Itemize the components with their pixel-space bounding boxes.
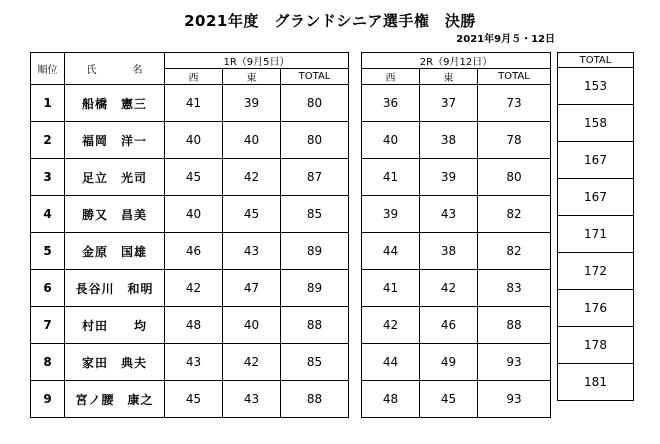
round2-east-score: 46 [420,307,478,344]
round2-total-score: 83 [478,270,551,307]
round2-total-score: 80 [478,159,551,196]
table-row [558,290,634,327]
table-row [362,307,551,344]
table-row [31,159,349,196]
round2-total-score: 73 [478,85,551,122]
table-row [558,253,634,290]
rank-cell: 8 [31,344,65,381]
round1-east-score: 40 [223,122,281,159]
player-name: 宮ノ腰 康之 [65,381,165,418]
grand-total-score: 153 [558,68,634,105]
round1-east-score: 42 [223,344,281,381]
round1-east-header: 東 [223,69,281,85]
round2-total-score: 88 [478,307,551,344]
round1-east-score: 39 [223,85,281,122]
round1-total-score: 80 [281,85,349,122]
table-row [31,85,349,122]
table-row [362,344,551,381]
event-dates: 2021年9月５・12日 [456,34,555,45]
table-row [362,270,551,307]
round2-east-score: 43 [420,196,478,233]
table-row [31,381,349,418]
table-row [31,344,349,381]
results-table-round1 [30,52,349,418]
grand-total-score: 181 [558,364,634,401]
table-row [558,142,634,179]
table-row [558,327,634,364]
grand-total-header: TOTAL [558,53,634,68]
table-row [362,159,551,196]
round1-east-score: 45 [223,196,281,233]
rank-header: 順位 [31,53,65,85]
player-name: 船橋 憲三 [65,85,165,122]
table-row [558,68,634,105]
round2-west-score: 44 [362,233,420,270]
table-row [31,196,349,233]
round1-total-score: 85 [281,196,349,233]
table-row [362,196,551,233]
table-row [558,105,634,142]
grand-total-score: 171 [558,216,634,253]
round1-total-score: 89 [281,233,349,270]
round1-west-header: 西 [165,69,223,85]
table-row [362,233,551,270]
results-table-total [557,52,634,401]
rank-cell: 7 [31,307,65,344]
round2-west-score: 44 [362,344,420,381]
round1-total-score: 80 [281,122,349,159]
grand-total-score: 178 [558,327,634,364]
round1-east-score: 43 [223,381,281,418]
round1-west-score: 45 [165,381,223,418]
round1-west-score: 42 [165,270,223,307]
rank-cell: 9 [31,381,65,418]
rank-cell: 5 [31,233,65,270]
results-table-round2 [361,52,551,418]
round2-east-score: 38 [420,122,478,159]
rank-cell: 4 [31,196,65,233]
round2-east-score: 42 [420,270,478,307]
round1-total-score: 87 [281,159,349,196]
round1-west-score: 46 [165,233,223,270]
round2-west-header: 西 [362,69,420,85]
name-header-right: 名 [132,65,143,76]
round1-west-score: 41 [165,85,223,122]
round1-header: 1R（9月5日） [165,53,349,69]
name-header-left: 氏 [86,65,97,76]
round2-east-header: 東 [420,69,478,85]
round2-total-score: 93 [478,344,551,381]
round2-west-score: 36 [362,85,420,122]
round2-total-score: 93 [478,381,551,418]
player-name: 勝又 昌美 [65,196,165,233]
round1-east-score: 42 [223,159,281,196]
grand-total-score: 167 [558,179,634,216]
rank-cell: 3 [31,159,65,196]
round2-east-score: 38 [420,233,478,270]
rank-cell: 1 [31,85,65,122]
round2-total-score: 82 [478,196,551,233]
player-name: 家田 典夫 [65,344,165,381]
table-row [362,381,551,418]
player-name: 福岡 洋一 [65,122,165,159]
round2-west-score: 41 [362,270,420,307]
rank-cell: 6 [31,270,65,307]
table-row [362,122,551,159]
table-row [362,85,551,122]
page-title: 2021年度 グランドシニア選手権 決勝 [184,12,476,30]
round1-east-score: 40 [223,307,281,344]
round1-west-score: 40 [165,196,223,233]
round1-total-score: 85 [281,344,349,381]
round1-east-score: 43 [223,233,281,270]
round2-header: 2R（9月12日） [362,53,551,69]
table-row [31,270,349,307]
round1-west-score: 43 [165,344,223,381]
round2-east-score: 49 [420,344,478,381]
table-row [31,233,349,270]
name-header [65,53,165,85]
round2-total-header: TOTAL [478,69,551,85]
table-row [558,216,634,253]
round2-east-score: 39 [420,159,478,196]
round2-west-score: 41 [362,159,420,196]
round1-west-score: 48 [165,307,223,344]
player-name: 足立 光司 [65,159,165,196]
round2-east-score: 45 [420,381,478,418]
player-name: 長谷川 和明 [65,270,165,307]
round2-east-score: 37 [420,85,478,122]
table-row [31,122,349,159]
round1-total-score: 89 [281,270,349,307]
round2-west-score: 48 [362,381,420,418]
round1-west-score: 45 [165,159,223,196]
round1-total-header: TOTAL [281,69,349,85]
round2-west-score: 40 [362,122,420,159]
rank-cell: 2 [31,122,65,159]
grand-total-score: 176 [558,290,634,327]
table-row [558,179,634,216]
round2-west-score: 42 [362,307,420,344]
round2-total-score: 78 [478,122,551,159]
player-name: 金原 国雄 [65,233,165,270]
round1-east-score: 47 [223,270,281,307]
round1-total-score: 88 [281,307,349,344]
grand-total-score: 172 [558,253,634,290]
round2-total-score: 82 [478,233,551,270]
table-row [558,364,634,401]
grand-total-score: 167 [558,142,634,179]
round1-total-score: 88 [281,381,349,418]
table-row [31,307,349,344]
grand-total-score: 158 [558,105,634,142]
round2-west-score: 39 [362,196,420,233]
player-name: 村田 均 [65,307,165,344]
round1-west-score: 40 [165,122,223,159]
